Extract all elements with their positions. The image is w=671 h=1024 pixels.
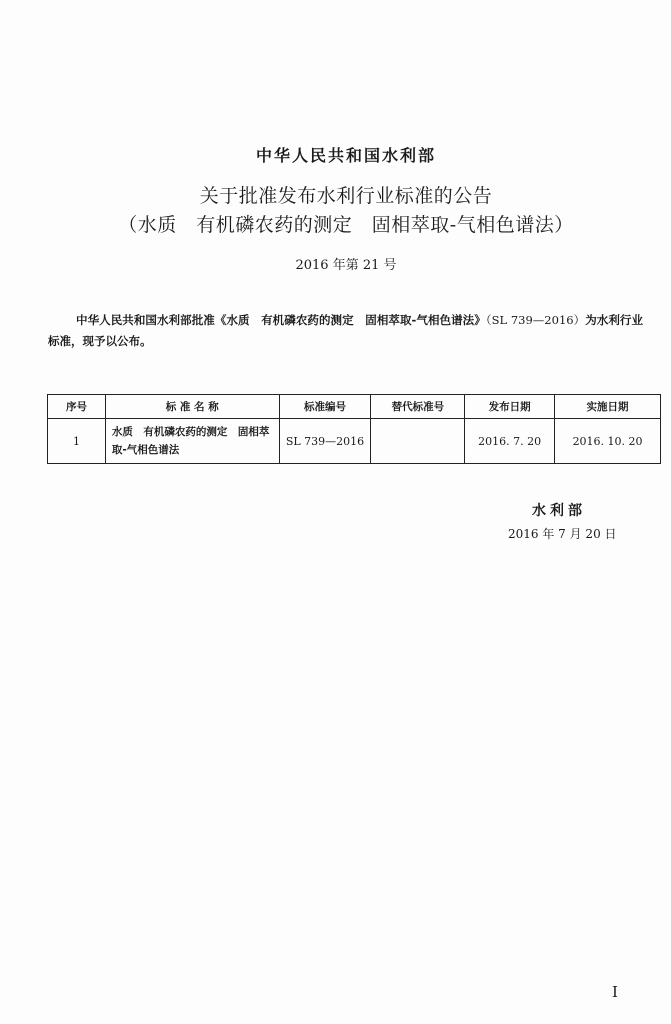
page-number: I	[612, 983, 618, 1001]
cell-effective-date: 2016. 10. 20	[555, 419, 661, 464]
standards-table	[47, 394, 661, 464]
header-index: 序号	[48, 395, 106, 419]
signature-organization: 水利部	[532, 503, 586, 519]
paragraph-standard-code: （SL 739—2016）	[485, 313, 586, 327]
header-standard-code: 标准编号	[279, 395, 371, 419]
table-header-row	[48, 395, 661, 419]
paragraph-tail-text: 为水利行业标准，现予以公布。	[48, 313, 643, 348]
cell-index: 1	[48, 419, 106, 464]
header-effective-date: 实施日期	[555, 395, 661, 419]
header-standard-name: 标 准 名 称	[105, 395, 279, 419]
document-number: 2016 年第 21 号	[295, 258, 397, 273]
cell-issue-date: 2016. 7. 20	[465, 419, 555, 464]
signature-date: 2016 年 7 月 20 日	[508, 527, 617, 541]
table-row	[48, 419, 661, 464]
paragraph-main-text: 中华人民共和国水利部批准《水质 有机磷农药的测定 固相萃取-气相色谱法》	[76, 313, 486, 327]
announcement-subtitle: （水质 有机磷农药的测定 固相萃取-气相色谱法）	[118, 214, 574, 236]
cell-replaced-standard	[371, 419, 465, 464]
issuer-heading: 中华人民共和国水利部	[255, 146, 436, 165]
cell-standard-name: 水质 有机磷农药的测定 固相萃取-气相色谱法	[105, 419, 279, 464]
header-replaced-standard: 替代标准号	[371, 395, 465, 419]
announcement-title: 关于批准发布水利行业标准的公告	[199, 185, 493, 207]
announcement-paragraph	[48, 310, 643, 352]
cell-standard-code: SL 739—2016	[279, 419, 371, 464]
header-issue-date: 发布日期	[465, 395, 555, 419]
